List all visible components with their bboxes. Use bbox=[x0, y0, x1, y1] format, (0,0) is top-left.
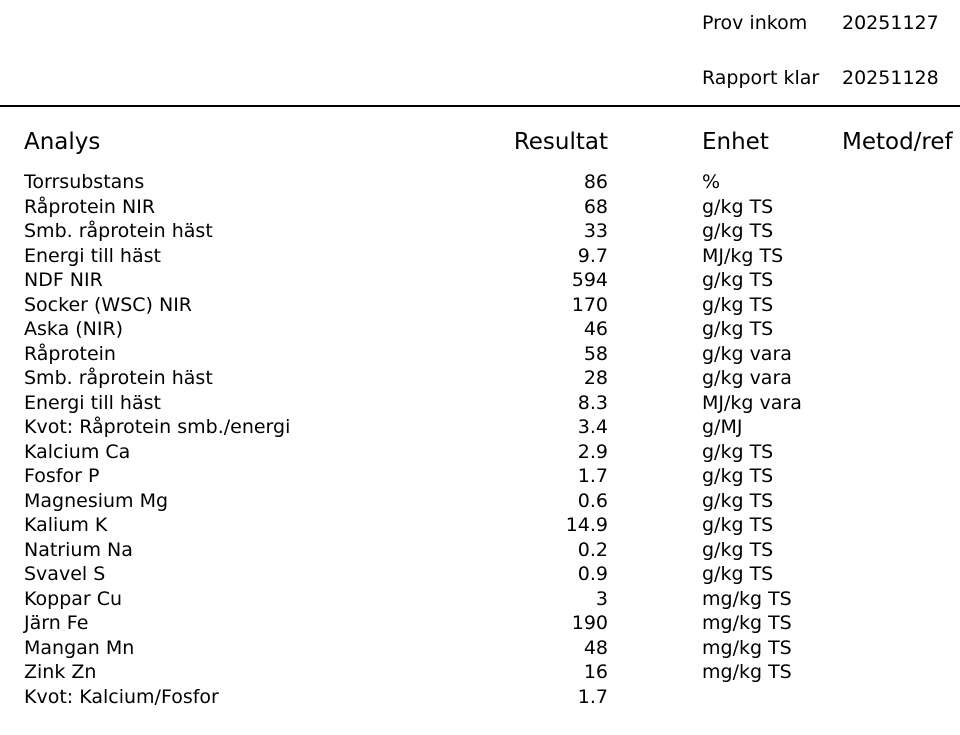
analysis-cell: Kalcium Ca bbox=[24, 440, 131, 463]
meta-value: 20251128 bbox=[842, 67, 939, 89]
unit-cell: g/kg TS bbox=[702, 514, 774, 536]
table-row bbox=[0, 489, 960, 514]
unit-cell: g/kg TS bbox=[702, 489, 774, 512]
table-row bbox=[0, 562, 960, 587]
unit-cell: mg/kg TS bbox=[702, 612, 792, 634]
analysis-cell: Energi till häst bbox=[24, 244, 161, 267]
result-cell: 190 bbox=[571, 612, 608, 634]
result-cell: 0.9 bbox=[577, 563, 608, 585]
analysis-cell: Kvot: Kalcium/Fosfor bbox=[24, 685, 219, 708]
unit-cell: g/kg TS bbox=[702, 563, 774, 585]
unit-cell: g/kg vara bbox=[702, 367, 792, 389]
result-cell: 86 bbox=[583, 171, 608, 193]
table-row bbox=[0, 244, 960, 269]
unit-cell: MJ/kg vara bbox=[702, 391, 802, 414]
result-cell: 9.7 bbox=[577, 244, 608, 267]
meta-label: Prov inkom bbox=[702, 12, 808, 34]
result-cell: 2.9 bbox=[577, 440, 608, 463]
analysis-cell: Kvot: Råprotein smb./energi bbox=[24, 416, 291, 438]
result-cell: 48 bbox=[583, 636, 608, 659]
unit-cell: mg/kg TS bbox=[702, 636, 792, 659]
analysis-cell: NDF NIR bbox=[24, 269, 103, 291]
header-method: Metod/ref bbox=[842, 129, 953, 155]
analysis-cell: Råprotein bbox=[24, 342, 116, 365]
analysis-cell: Smb. råprotein häst bbox=[24, 220, 213, 242]
unit-cell: mg/kg TS bbox=[702, 587, 792, 610]
result-cell: 14.9 bbox=[565, 514, 608, 536]
meta-label: Rapport klar bbox=[702, 67, 820, 89]
unit-cell: % bbox=[702, 171, 721, 193]
table-row bbox=[0, 293, 960, 318]
results-table bbox=[0, 170, 960, 709]
result-cell: 16 bbox=[583, 661, 608, 683]
analysis-cell: Råprotein NIR bbox=[24, 195, 156, 218]
analysis-cell: Aska (NIR) bbox=[24, 318, 124, 340]
table-row bbox=[0, 513, 960, 538]
unit-cell: MJ/kg TS bbox=[702, 244, 784, 267]
table-row bbox=[0, 440, 960, 465]
analysis-cell: Socker (WSC) NIR bbox=[24, 293, 192, 316]
table-row bbox=[0, 366, 960, 391]
result-cell: 3 bbox=[595, 587, 608, 610]
analysis-cell: Torrsubstans bbox=[24, 171, 145, 193]
table-row bbox=[0, 587, 960, 612]
result-cell: 28 bbox=[583, 367, 608, 389]
result-cell: 46 bbox=[583, 318, 608, 340]
analysis-cell: Järn Fe bbox=[24, 612, 89, 634]
table-row bbox=[0, 170, 960, 195]
analysis-cell: Koppar Cu bbox=[24, 587, 123, 610]
result-cell: 8.3 bbox=[577, 391, 608, 414]
result-cell: 594 bbox=[571, 269, 608, 291]
unit-cell: g/kg TS bbox=[702, 440, 774, 463]
table-row bbox=[0, 317, 960, 342]
analysis-cell: Magnesium Mg bbox=[24, 489, 169, 512]
unit-cell: g/kg TS bbox=[702, 269, 774, 291]
header-divider bbox=[0, 105, 960, 107]
unit-cell: mg/kg TS bbox=[702, 661, 792, 683]
unit-cell: g/kg TS bbox=[702, 293, 774, 316]
analysis-cell: Energi till häst bbox=[24, 391, 161, 414]
unit-cell: g/kg TS bbox=[702, 318, 774, 340]
table-row bbox=[0, 415, 960, 440]
table-row bbox=[0, 342, 960, 367]
result-cell: 0.6 bbox=[577, 489, 608, 512]
analysis-cell: Mangan Mn bbox=[24, 636, 135, 659]
unit-cell: g/kg TS bbox=[702, 220, 774, 242]
header-unit: Enhet bbox=[702, 129, 769, 155]
analysis-cell: Kalium K bbox=[24, 514, 108, 536]
table-row bbox=[0, 195, 960, 220]
table-row bbox=[0, 685, 960, 710]
header-analysis: Analys bbox=[24, 129, 101, 155]
unit-cell: g/MJ bbox=[702, 416, 743, 438]
table-row bbox=[0, 538, 960, 563]
result-cell: 3.4 bbox=[577, 416, 608, 438]
result-cell: 33 bbox=[583, 220, 608, 242]
table-row bbox=[0, 660, 960, 685]
meta-value: 20251127 bbox=[842, 12, 939, 34]
result-cell: 0.2 bbox=[577, 538, 608, 561]
unit-cell: g/kg vara bbox=[702, 342, 792, 365]
table-header bbox=[0, 128, 960, 156]
analysis-cell: Fosfor P bbox=[24, 465, 100, 487]
table-row bbox=[0, 611, 960, 636]
result-cell: 68 bbox=[583, 195, 608, 218]
table-row bbox=[0, 219, 960, 244]
result-cell: 1.7 bbox=[577, 465, 608, 487]
analysis-cell: Zink Zn bbox=[24, 661, 97, 683]
result-cell: 1.7 bbox=[577, 685, 608, 708]
table-row bbox=[0, 464, 960, 489]
analysis-cell: Svavel S bbox=[24, 563, 106, 585]
analysis-cell: Natrium Na bbox=[24, 538, 133, 561]
unit-cell: g/kg TS bbox=[702, 538, 774, 561]
result-cell: 170 bbox=[571, 293, 608, 316]
unit-cell: g/kg TS bbox=[702, 465, 774, 487]
table-row bbox=[0, 268, 960, 293]
unit-cell: g/kg TS bbox=[702, 195, 774, 218]
table-row bbox=[0, 391, 960, 416]
analysis-cell: Smb. råprotein häst bbox=[24, 367, 213, 389]
table-row bbox=[0, 636, 960, 661]
header-result: Resultat bbox=[513, 129, 608, 155]
result-cell: 58 bbox=[583, 342, 608, 365]
